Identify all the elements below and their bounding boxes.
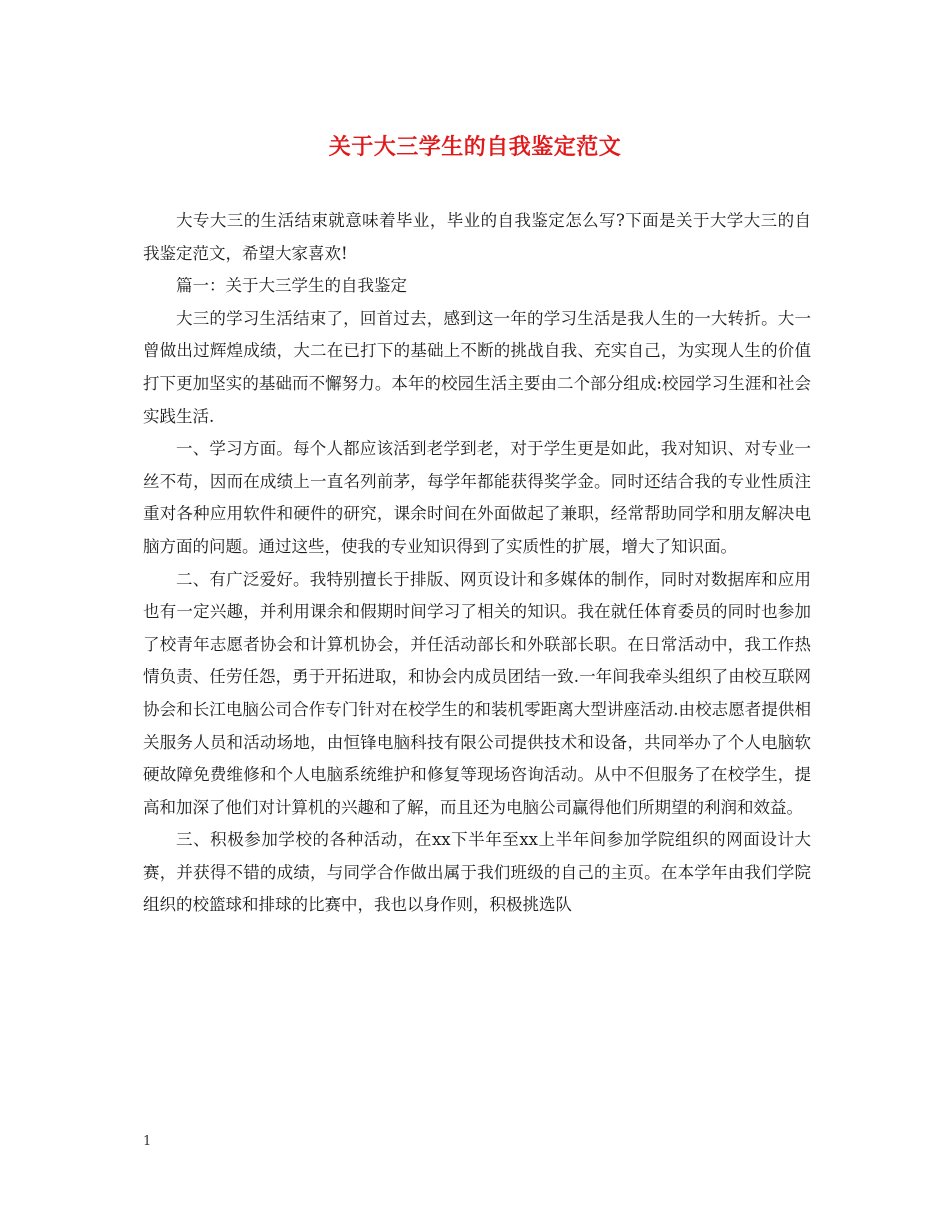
section-heading: 篇一：关于大三学生的自我鉴定 bbox=[176, 276, 407, 296]
body-paragraph: 二、有广泛爱好。我特别擅长于排版、网页设计和多媒体的制作，同时对数据库和应用也有一定兴趣，并利用课余和假期时间学习了相关的知识。我在就任体育委员的同时也参加了校青年志愿者协会和计算机协会，并任活动部长和外联部长职。在日常活动中，我工作热情负责、任劳任怨，勇于开拓进取，和协会内成员团结一致.一年间我牵头组织了由校互联网协会和长江电脑公司合作专门针对在校学生的和装机零距离大型讲座活动.由校志愿者提供相关服务人员和活动场地，由恒锋电脑科技有限公司提供技术和设备，共同举办了个人电脑软硬故障免费维修和个人电脑系统维护和修复等现场咨询活动。从中不但服务了在校学生，提高和加深了他们对计算机的兴趣和了解，而且还为电脑公司赢得他们所期望的利润和效益。 bbox=[143, 569, 811, 817]
document-body bbox=[143, 205, 811, 922]
body-paragraph: 一、学习方面。每个人都应该活到老学到老，对于学生更是如此，我对知识、对专业一丝不苟，因而在成绩上一直名列前茅，每学年都能获得奖学金。同时还结合我的专业性质注重对各种应用软件和硬件的研究，课余时间在外面做起了兼职，经常帮助同学和朋友解决电脑方面的问题。通过这些，使我的专业知识得到了实质性的扩展，增大了知识面。 bbox=[143, 439, 811, 556]
document-title: 关于大三学生的自我鉴定范文 bbox=[328, 134, 622, 160]
body-paragraph: 三、积极参加学校的各种活动，在xx下半年至xx上半年间参加学院组织的网面设计大赛，并获得不错的成绩，与同学合作做出属于我们班级的自己的主页。在本学年由我们学院组织的校篮球和排球的比赛中，我也以身作则，积极挑选队 bbox=[143, 830, 811, 915]
intro-paragraph: 大专大三的生活结束就意味着毕业，毕业的自我鉴定怎么写?下面是关于大学大三的自我鉴定范文，希望大家喜欢! bbox=[143, 211, 811, 263]
page-number: 1 bbox=[143, 1134, 152, 1149]
body-paragraph: 大三的学习生活结束了，回首过去，感到这一年的学习生活是我人生的一大转折。大一曾做出过辉煌成绩，大二在已打下的基础上不断的挑战自我、充实自己，为实现人生的价值打下更加坚实的基础而不懈努力。本年的校园生活主要由二个部分组成:校园学习生涯和社会实践生活. bbox=[143, 308, 811, 426]
